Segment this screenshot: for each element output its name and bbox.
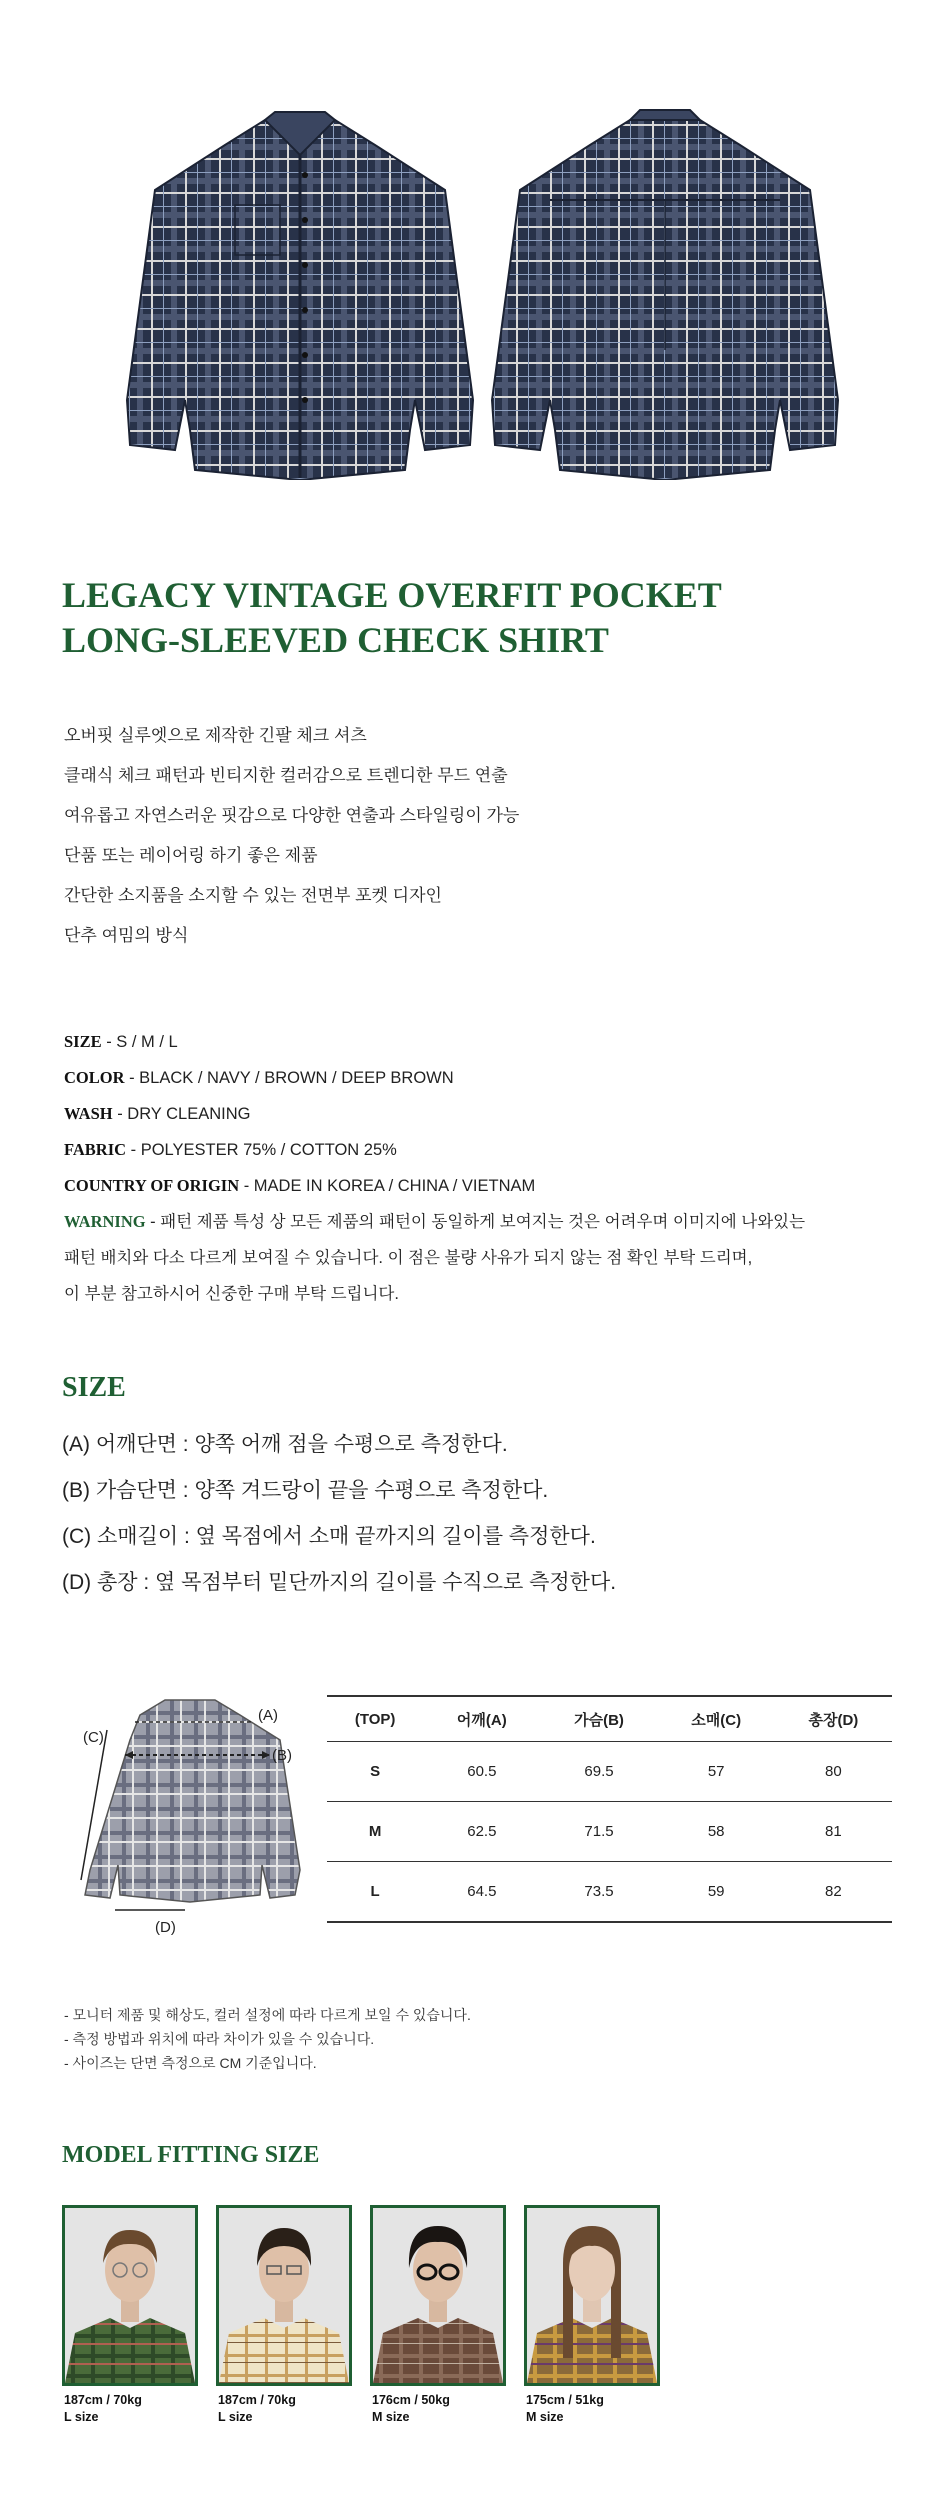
measurement-line: (C) 소매길이 : 옆 목점에서 소매 끝까지의 길이를 측정한다. [62,1525,596,1548]
value-cell: 62.5 [423,1802,540,1862]
description-line: 단품 또는 레이어링 하기 좋은 제품 [64,846,318,865]
spec-size-value: - S / M / L [101,1033,178,1051]
size-notes [64,2003,471,2075]
value-cell: 73.5 [540,1862,657,1923]
description-line: 클래식 체크 패턴과 빈티지한 컬러감으로 트렌디한 무드 연출 [64,766,508,785]
note-line: - 측정 방법과 위치에 따라 차이가 있을 수 있습니다. [64,2031,375,2047]
measurement-line: (D) 총장 : 옆 목점부터 밑단까지의 길이를 수직으로 측정한다. [62,1571,617,1594]
model-size: L size [64,2410,99,2424]
spec-wash [64,1096,805,1132]
value-cell: 64.5 [423,1862,540,1923]
header-cell: 어깨(A) [423,1696,540,1742]
spec-wash-value: - DRY CLEANING [112,1105,251,1123]
size-cell: L [327,1862,423,1923]
model-photo-4 [524,2205,660,2386]
model-caption-3 [372,2392,450,2426]
size-table [327,1695,892,1923]
value-cell: 82 [775,1862,892,1923]
model-caption-2 [218,2392,296,2426]
value-cell: 71.5 [540,1802,657,1862]
product-specs [64,1024,805,1312]
spec-color-value: - BLACK / NAVY / BROWN / DEEP BROWN [124,1069,454,1087]
spec-size [64,1024,805,1060]
note-line: - 모니터 제품 및 해상도, 컬러 설정에 따라 다르게 보일 수 있습니다. [64,2007,471,2023]
spec-origin-value: - MADE IN KOREA / CHINA / VIETNAM [239,1177,536,1195]
value-cell: 59 [658,1862,775,1923]
header-cell: 총장(D) [775,1696,892,1742]
value-cell: 80 [775,1742,892,1802]
spec-origin [64,1168,805,1204]
shirt-back-image [490,100,840,480]
model-photo-1 [62,2205,198,2386]
spec-warning-label: WARNING [64,1212,146,1231]
value-cell: 57 [658,1742,775,1802]
model-caption-4 [526,2392,604,2426]
header-cell: (TOP) [327,1696,423,1742]
diagram-label-b: (B) [272,1747,292,1764]
table-row [327,1802,892,1862]
spec-color [64,1060,805,1096]
spec-origin-label: COUNTRY OF ORIGIN [64,1176,240,1195]
size-cell: S [327,1742,423,1802]
description-line: 간단한 소지품을 소지할 수 있는 전면부 포켓 디자인 [64,886,442,905]
value-cell: 58 [658,1802,775,1862]
description-line: 여유롭고 자연스러운 핏감으로 다양한 연출과 스타일링이 가능 [64,806,520,825]
description-line: 오버핏 실루엣으로 제작한 긴팔 체크 셔츠 [64,726,367,745]
model-caption-1 [64,2392,142,2426]
value-cell: 60.5 [423,1742,540,1802]
product-title-line2: LONG-SLEEVED CHECK SHIRT [62,620,609,660]
model-size: M size [526,2410,564,2424]
product-title-line1: LEGACY VINTAGE OVERFIT POCKET [62,575,722,615]
size-heading: SIZE [62,1372,126,1403]
model-spec: 187cm / 70kg [218,2393,296,2407]
model-photo-2 [216,2205,352,2386]
spec-color-label: COLOR [64,1068,125,1087]
model-size: L size [218,2410,253,2424]
spec-fabric-label: FABRIC [64,1140,127,1159]
size-cell: M [327,1802,423,1862]
model-spec: 187cm / 70kg [64,2393,142,2407]
value-cell: 69.5 [540,1742,657,1802]
spec-wash-label: WASH [64,1104,113,1123]
diagram-label-c: (C) [83,1729,104,1746]
measurement-line: (A) 어깨단면 : 양쪽 어깨 점을 수평으로 측정한다. [62,1433,508,1456]
header-cell: 소매(C) [658,1696,775,1742]
model-photo-3 [370,2205,506,2386]
size-diagram [75,1680,305,1940]
table-row [327,1742,892,1802]
spec-warning [64,1204,805,1240]
note-line: - 사이즈는 단면 측정으로 CM 기준입니다. [64,2055,317,2071]
model-spec: 176cm / 50kg [372,2393,450,2407]
value-cell: 81 [775,1802,892,1862]
spec-warning-line2: 패턴 배치와 다소 다르게 보여질 수 있습니다. 이 점은 불량 사유가 되지 않는 점 확인 부탁 드리며, [64,1249,753,1267]
spec-size-label: SIZE [64,1032,102,1051]
spec-warning-line3: 이 부분 참고하시어 신중한 구매 부탁 드립니다. [64,1285,399,1303]
diagram-label-a: (A) [258,1707,278,1724]
spec-warning-line1: - 패턴 제품 특성 상 모든 제품의 패턴이 동일하게 보여지는 것은 어려우며 이미지에 나와있는 [145,1213,806,1231]
product-description [64,716,519,956]
measurement-line: (B) 가슴단면 : 양쪽 겨드랑이 끝을 수평으로 측정한다. [62,1479,549,1502]
spec-fabric-value: - POLYESTER 75% / COTTON 25% [126,1141,397,1159]
spec-fabric [64,1132,805,1168]
model-spec: 175cm / 51kg [526,2393,604,2407]
measurement-guide [62,1422,616,1606]
shirt-front-image [125,100,475,480]
product-title [62,573,722,663]
model-size: M size [372,2410,410,2424]
size-table-header [327,1696,892,1742]
table-row [327,1862,892,1923]
model-fitting-heading: MODEL FITTING SIZE [62,2142,320,2168]
description-line: 단추 여밈의 방식 [64,926,189,945]
diagram-label-d: (D) [155,1919,176,1936]
header-cell: 가슴(B) [540,1696,657,1742]
